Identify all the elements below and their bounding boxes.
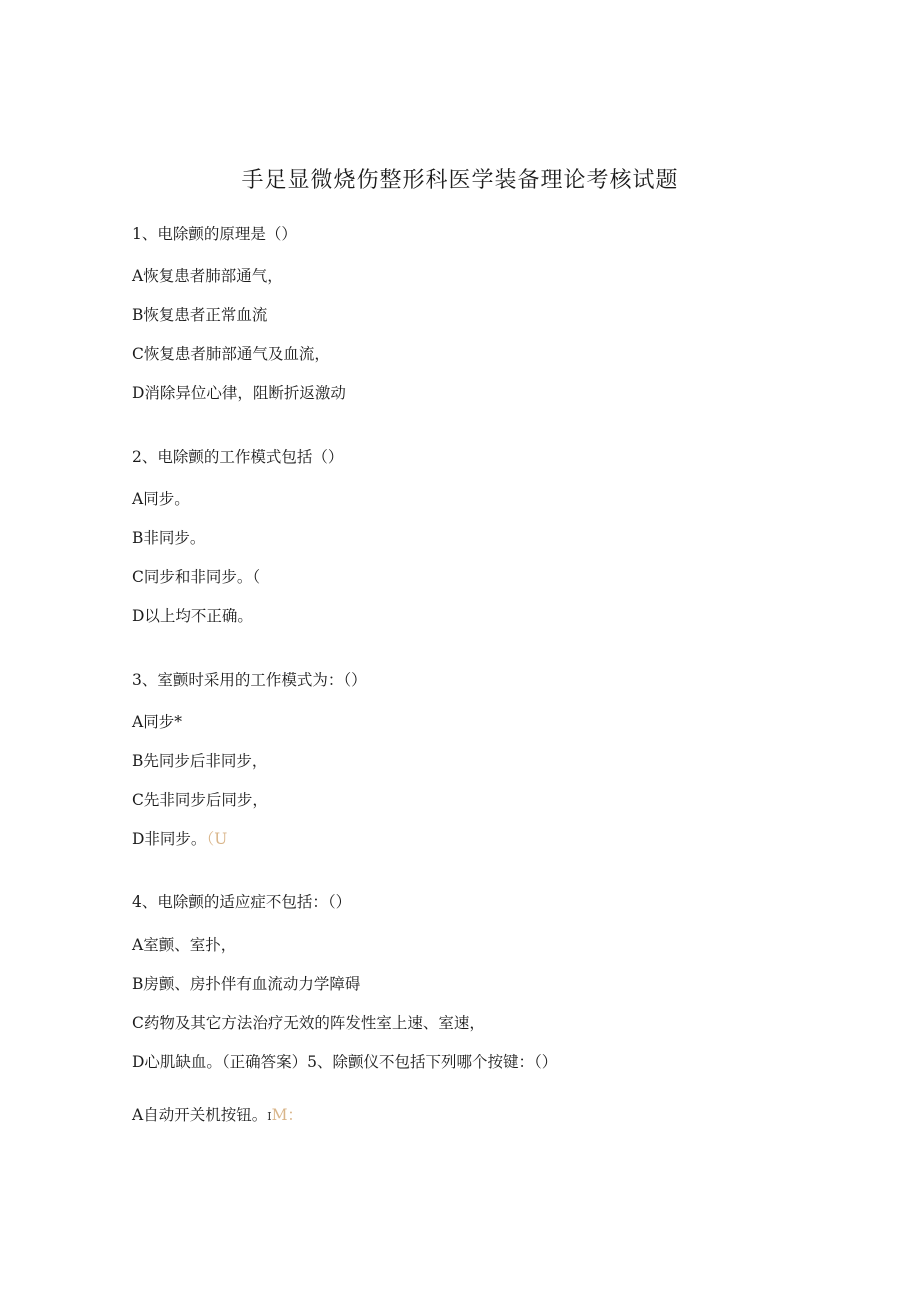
question-4-option-a: A室颤、室扑， — [132, 936, 237, 954]
question-5-option-a-small-mark: I — [267, 1110, 272, 1123]
page-title: 手足显微烧伤整形科医学装备理论考核试题 — [241, 168, 679, 193]
question-1-option-d: D消除异位心律，阻断折返激动 — [132, 384, 346, 402]
question-2-option-a: A同步。 — [132, 490, 190, 508]
question-1-option-b: B恢复患者正常血流 — [132, 306, 268, 324]
question-5-option-a-mark: M： — [271, 1106, 303, 1124]
question-4-option-c: C药物及其它方法治疗无效的阵发性室上速、室速， — [132, 1014, 485, 1032]
question-5-option-a-text: A自动开关机按钮。 — [132, 1106, 268, 1124]
question-2-stem: 2、电除颤的工作模式包括（） — [132, 448, 344, 466]
question-2-option-c: C同步和非同步。（ — [132, 568, 261, 586]
question-5-option-a — [132, 1104, 303, 1128]
question-3-option-b: B先同步后非同步， — [132, 752, 268, 770]
question-3-stem: 3、室颤时采用的工作模式为：（） — [132, 671, 367, 689]
question-3-option-c: C先非同步后同步， — [132, 791, 268, 809]
question-4-stem: 4、电除颤的适应症不包括：（） — [132, 893, 352, 911]
question-3-option-d-text: D非同步。 — [132, 830, 207, 848]
question-2-option-d: D以上均不正确。 — [132, 607, 253, 625]
question-3-option-d — [132, 828, 227, 850]
question-3-option-d-mark: （U — [206, 830, 228, 848]
question-3-option-a: A同步* — [132, 713, 182, 731]
question-1-option-a: A恢复患者肺部通气， — [132, 267, 283, 285]
question-1-option-c: C恢复患者肺部通气及血流， — [132, 345, 330, 363]
question-4-option-d: D心肌缺血。（正确答案）5、除颤仪不包括下列哪个按键：（） — [132, 1053, 558, 1071]
question-4-option-b: B房颤、房扑伴有血流动力学障碍 — [132, 975, 361, 993]
question-2-option-b: B非同步。 — [132, 529, 206, 547]
question-1-stem: 1、电除颤的原理是（） — [132, 225, 297, 243]
